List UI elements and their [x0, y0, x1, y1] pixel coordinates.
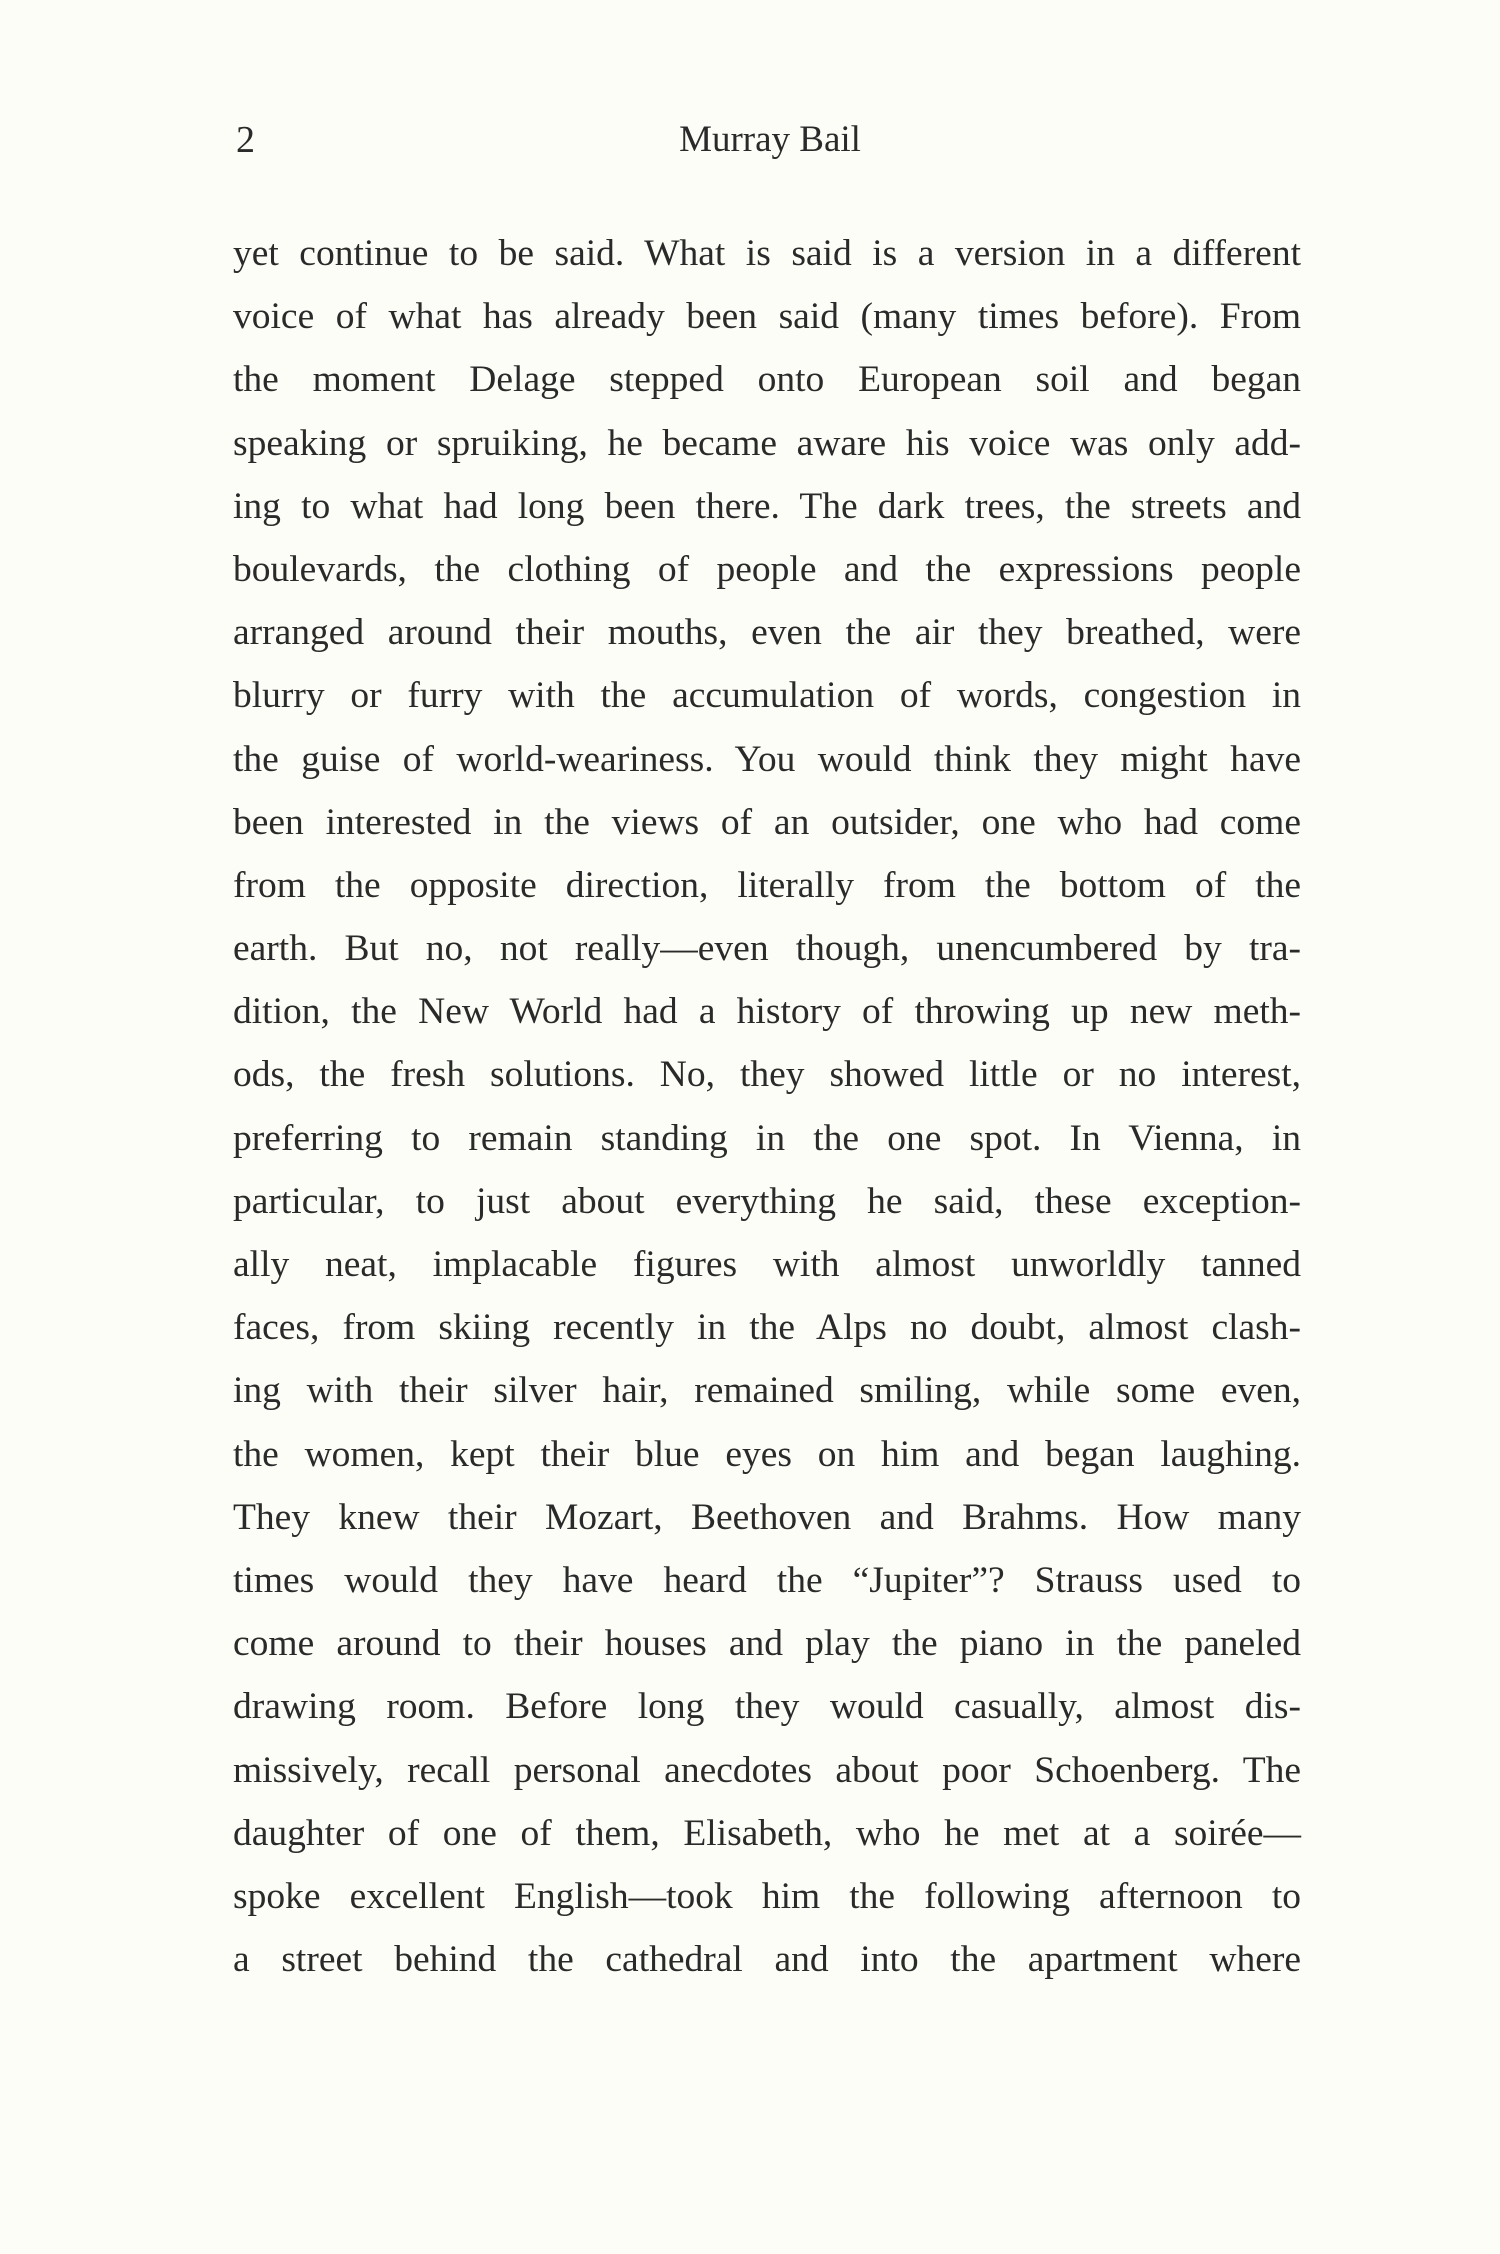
- page-number: 2: [236, 119, 255, 161]
- text-line: from the opposite direction, literally from the bottom of the: [233, 864, 1301, 906]
- text-line: been interested in the views of an outsider, one who had come: [233, 801, 1301, 843]
- text-line: ing to what had long been there. The dark trees, the streets and: [233, 485, 1301, 527]
- text-line: particular, to just about everything he said, these exception-: [233, 1180, 1301, 1222]
- text-line: a street behind the cathedral and into the apartment where: [233, 1939, 1301, 1981]
- text-line: ally neat, implacable figures with almost unworldly tanned: [233, 1244, 1301, 1285]
- text-line: voice of what has already been said (many times before). From: [233, 296, 1301, 338]
- text-line: spoke excellent English—took him the following afternoon to: [233, 1875, 1301, 1917]
- body-text: [233, 222, 1301, 1991]
- text-line: arranged around their mouths, even the air they breathed, were: [233, 612, 1301, 654]
- text-line: boulevards, the clothing of people and the expressions people: [233, 548, 1301, 590]
- text-line: dition, the New World had a history of throwing up new meth-: [233, 991, 1301, 1033]
- text-line: ing with their silver hair, remained smiling, while some even,: [233, 1370, 1301, 1412]
- text-line: missively, recall personal anecdotes about poor Schoenberg. The: [233, 1749, 1301, 1791]
- text-line: ods, the fresh solutions. No, they showed little or no interest,: [233, 1054, 1301, 1096]
- text-line: yet continue to be said. What is said is a version in a different: [233, 233, 1301, 274]
- text-line: come around to their houses and play the piano in the paneled: [233, 1623, 1301, 1665]
- text-line: earth. But no, not really—even though, unencumbered by tra-: [233, 928, 1301, 970]
- text-line: blurry or furry with the accumulation of words, congestion in: [233, 675, 1301, 717]
- text-line: preferring to remain standing in the one spot. In Vienna, in: [233, 1117, 1301, 1159]
- running-head-author: Murray Bail: [679, 119, 861, 160]
- text-line: drawing room. Before long they would casually, almost dis-: [233, 1686, 1301, 1728]
- text-line: faces, from skiing recently in the Alps no doubt, almost clash-: [233, 1307, 1301, 1349]
- text-line: the guise of world-weariness. You would think they might have: [233, 738, 1301, 780]
- text-line: They knew their Mozart, Beethoven and Brahms. How many: [233, 1496, 1301, 1538]
- text-line: daughter of one of them, Elisabeth, who he met at a soirée—: [233, 1812, 1301, 1854]
- text-line: speaking or spruiking, he became aware his voice was only add-: [233, 422, 1301, 464]
- text-line: times would they have heard the “Jupiter”? Strauss used to: [233, 1559, 1301, 1601]
- text-line: the moment Delage stepped onto European soil and began: [233, 359, 1301, 401]
- text-line: the women, kept their blue eyes on him and began laughing.: [233, 1433, 1301, 1475]
